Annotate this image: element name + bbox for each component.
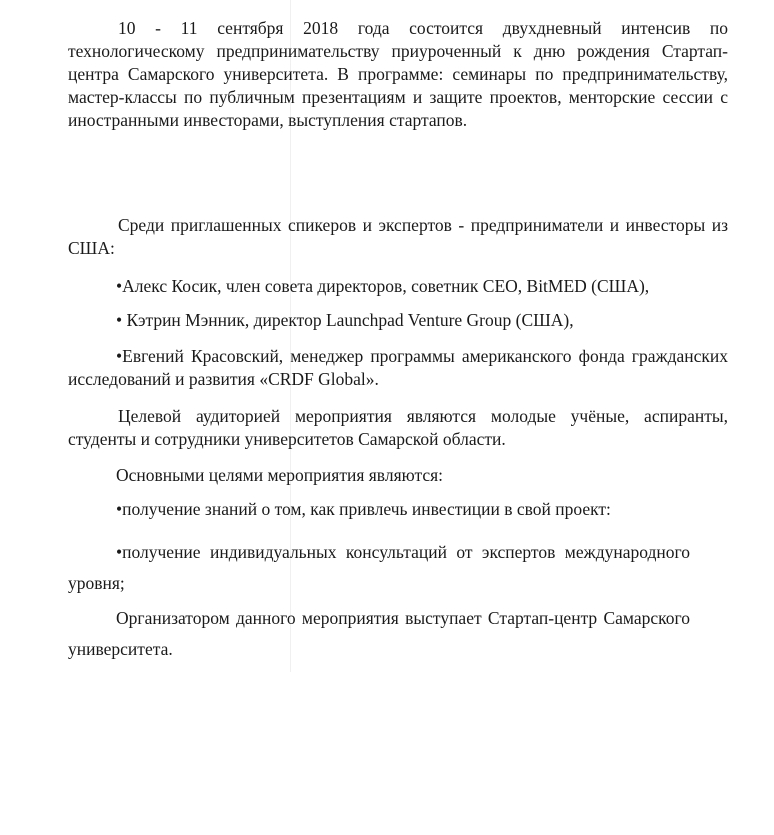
goals-intro: Основными целями мероприятия являются: (116, 465, 444, 485)
speaker-item: •Алекс Косик, член совета директоров, советник CEO, BitMED (США), (116, 276, 650, 296)
organizer-paragraph: Организатором данного мероприятия выступает Стартап-центр Самарского университета. (68, 608, 690, 659)
speaker-item: • Кэтрин Мэнник, директор Launchpad Venture Group (США), (116, 310, 574, 330)
goal-item: •получение индивидуальных консультаций от экспертов международного уровня; (68, 542, 690, 593)
intro-paragraph: 10 - 11 сентября 2018 года состоится двухдневный интенсив по технологическому предпринимательству приуроченный к дню рождения Стартап-центра Самарского университета. В программе: семинары по предпринимательству, мастер-классы по публичным презентациям и защите проектов, менторские сессии с иностранными инвесторами, выступления стартапов. (68, 18, 728, 130)
audience-paragraph: Целевой аудиторией мероприятия являются молодые учёные, аспиранты, студенты и сотрудники университетов Самарской области. (68, 406, 728, 449)
goal-item: •получение знаний о том, как привлечь инвестиции в свой проект: (116, 499, 611, 519)
speaker-item: •Евгений Красовский, менеджер программы американского фонда гражданских исследований и развития «CRDF Global». (68, 346, 728, 389)
speakers-intro-paragraph: Среди приглашенных спикеров и экспертов - предприниматели и инвесторы из США: (68, 215, 728, 258)
